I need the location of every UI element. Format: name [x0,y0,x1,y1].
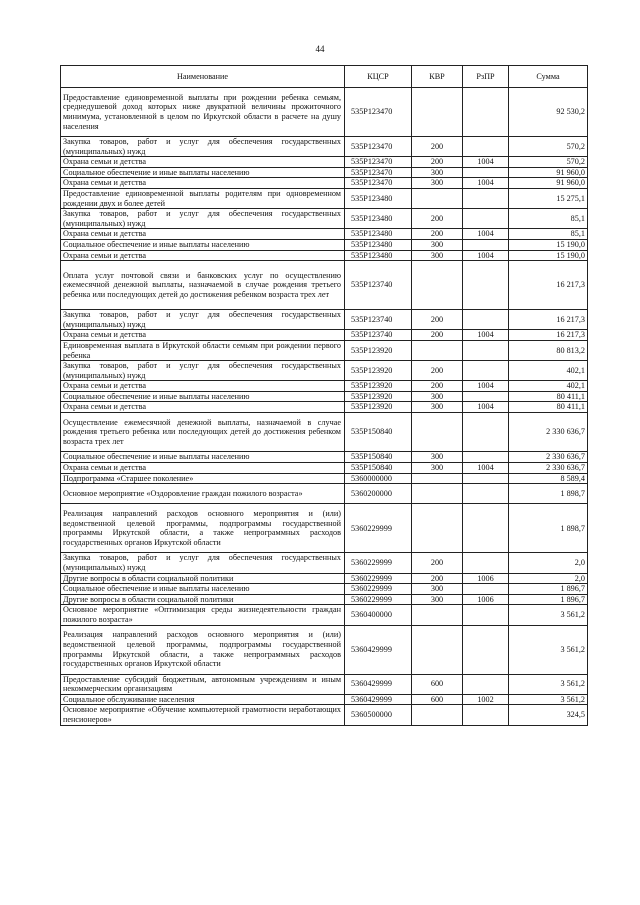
row-name: Основное мероприятие «Оздоровление граждан пожилого возраста» [61,484,345,504]
row-kvr: 300 [412,402,463,413]
row-kvr: 600 [412,694,463,705]
table-row [61,250,588,261]
row-kcsr: 535P123920 [345,391,412,402]
table-row [61,484,588,504]
row-kcsr: 5360229999 [345,584,412,595]
row-rzpr [463,209,509,229]
table-row [61,310,588,330]
row-rzpr: 1002 [463,694,509,705]
row-kcsr: 535P123920 [345,340,412,360]
row-sum: 85,1 [509,209,588,229]
table-row [61,391,588,402]
table-row [61,261,588,310]
row-sum: 80 411,1 [509,391,588,402]
row-rzpr [463,188,509,208]
row-kvr [412,261,463,310]
row-kvr: 300 [412,594,463,605]
row-sum: 570,2 [509,137,588,157]
row-sum: 92 530,2 [509,88,588,137]
row-kcsr: 535P123920 [345,381,412,392]
row-kcsr: 535P123470 [345,137,412,157]
row-rzpr: 1004 [463,381,509,392]
row-kvr [412,484,463,504]
row-kvr: 300 [412,178,463,189]
row-kvr: 200 [412,310,463,330]
row-kcsr: 535P123740 [345,330,412,341]
row-kvr: 200 [412,229,463,240]
row-kcsr: 5360000000 [345,473,412,484]
row-sum: 1 898,7 [509,484,588,504]
row-name: Охрана семьи и детства [61,178,345,189]
row-kvr: 200 [412,381,463,392]
row-name: Закупка товаров, работ и услуг для обеспечения государственных (муниципальных) нужд [61,553,345,573]
table-row [61,463,588,474]
row-kcsr: 535P123740 [345,261,412,310]
row-kcsr: 535P150840 [345,463,412,474]
row-kcsr: 5360229999 [345,573,412,584]
table-row [61,674,588,694]
row-kcsr: 535P123470 [345,157,412,168]
row-name: Предоставление единовременной выплаты при рождении ребенка семьям, среднедушевой доход которых ниже двукратной величины прожиточного минимума, установленной в целом по Иркутской области в расчете на душу населения [61,88,345,137]
row-rzpr [463,167,509,178]
row-rzpr [463,605,509,625]
row-sum: 80 411,1 [509,402,588,413]
row-name: Предоставление субсидий бюджетным, автономным учреждениям и иным некоммерческим организациям [61,674,345,694]
row-rzpr: 1004 [463,178,509,189]
row-kcsr: 535P123920 [345,361,412,381]
row-kcsr: 535P123480 [345,188,412,208]
row-kvr: 300 [412,239,463,250]
row-kvr: 200 [412,361,463,381]
row-rzpr [463,88,509,137]
row-name: Социальное обеспечение и иные выплаты населению [61,167,345,178]
table-row [61,340,588,360]
row-sum: 570,2 [509,157,588,168]
row-rzpr: 1004 [463,229,509,240]
row-name: Основное мероприятие «Оптимизация среды жизнедеятельности граждан пожилого возраста» [61,605,345,625]
row-name: Подпрограмма «Старшее поколение» [61,473,345,484]
row-kvr: 300 [412,463,463,474]
row-kcsr: 535P123920 [345,402,412,413]
table-row [61,573,588,584]
header-kvr: КВР [412,66,463,88]
row-rzpr [463,361,509,381]
row-kvr: 300 [412,250,463,261]
row-kvr [412,504,463,553]
row-rzpr [463,473,509,484]
row-rzpr [463,504,509,553]
table-row [61,167,588,178]
budget-table [60,65,588,726]
row-sum: 3 561,2 [509,625,588,674]
row-name: Социальное обеспечение и иные выплаты населению [61,391,345,402]
row-rzpr [463,625,509,674]
row-rzpr [463,239,509,250]
row-rzpr [463,553,509,573]
row-kcsr: 535P123470 [345,167,412,178]
row-name: Другие вопросы в области социальной политики [61,594,345,605]
row-kvr [412,413,463,452]
row-rzpr: 1004 [463,250,509,261]
row-rzpr [463,340,509,360]
row-rzpr: 1004 [463,157,509,168]
table-row [61,361,588,381]
row-kcsr: 535P123470 [345,178,412,189]
row-rzpr [463,705,509,725]
table-row [61,88,588,137]
row-sum: 324,5 [509,705,588,725]
row-name: Охрана семьи и детства [61,157,345,168]
row-rzpr [463,452,509,463]
row-sum: 402,1 [509,361,588,381]
row-kcsr: 535P123480 [345,229,412,240]
row-rzpr: 1006 [463,573,509,584]
row-sum: 2 330 636,7 [509,463,588,474]
row-rzpr: 1006 [463,594,509,605]
row-kvr: 300 [412,391,463,402]
row-kcsr: 5360229999 [345,504,412,553]
row-kvr: 300 [412,167,463,178]
table-row [61,594,588,605]
table-row [61,473,588,484]
row-rzpr [463,310,509,330]
row-kvr: 200 [412,573,463,584]
row-kcsr: 535P123740 [345,310,412,330]
row-sum: 402,1 [509,381,588,392]
row-name: Охрана семьи и детства [61,250,345,261]
table-row [61,504,588,553]
row-name: Социальное обеспечение и иные выплаты населению [61,584,345,595]
row-kvr [412,625,463,674]
row-kcsr: 5360500000 [345,705,412,725]
row-name: Единовременная выплата в Иркутской области семьям при рождении первого ребенка [61,340,345,360]
row-sum: 15 275,1 [509,188,588,208]
row-name: Предоставление единовременной выплаты родителям при одновременном рождении двух и более детей [61,188,345,208]
row-rzpr: 1004 [463,402,509,413]
row-sum: 3 561,2 [509,674,588,694]
row-kvr: 600 [412,674,463,694]
header-name: Наименование [61,66,345,88]
row-kvr: 300 [412,452,463,463]
row-kcsr: 5360429999 [345,674,412,694]
table-row [61,402,588,413]
row-sum: 85,1 [509,229,588,240]
row-name: Охрана семьи и детства [61,229,345,240]
row-name: Охрана семьи и детства [61,381,345,392]
row-sum: 3 561,2 [509,605,588,625]
row-sum: 1 898,7 [509,504,588,553]
table-row [61,157,588,168]
row-name: Осуществление ежемесячной денежной выплаты, назначаемой в случае рождения третьего ребенка или последующих детей до достижения ребенком возраста трех лет [61,413,345,452]
row-kvr: 200 [412,553,463,573]
table-row [61,413,588,452]
row-name: Охрана семьи и детства [61,330,345,341]
row-rzpr [463,391,509,402]
row-kcsr: 535P123480 [345,239,412,250]
table-row [61,694,588,705]
row-sum: 15 190,0 [509,239,588,250]
table-header-row [61,66,588,88]
row-name: Закупка товаров, работ и услуг для обеспечения государственных (муниципальных) нужд [61,209,345,229]
row-sum: 1 896,7 [509,594,588,605]
table-row [61,239,588,250]
row-name: Реализация направлений расходов основного мероприятия и (или) ведомственной целевой программы, подпрограммы государственной программы Иркутской области, а также непрограммных расходов государственных органов Иркутской области [61,504,345,553]
row-rzpr [463,584,509,595]
row-kvr: 300 [412,584,463,595]
row-kcsr: 535P150840 [345,452,412,463]
page-number: 44 [315,44,325,54]
row-rzpr [463,137,509,157]
row-name: Закупка товаров, работ и услуг для обеспечения государственных (муниципальных) нужд [61,361,345,381]
row-rzpr [463,484,509,504]
table-row [61,209,588,229]
row-name: Закупка товаров, работ и услуг для обеспечения государственных (муниципальных) нужд [61,310,345,330]
row-rzpr [463,674,509,694]
row-name: Социальное обеспечение и иные выплаты населению [61,452,345,463]
row-sum: 3 561,2 [509,694,588,705]
row-kcsr: 535P123480 [345,250,412,261]
row-name: Охрана семьи и детства [61,402,345,413]
row-kcsr: 5360400000 [345,605,412,625]
row-kcsr: 5360229999 [345,553,412,573]
table-row [61,625,588,674]
row-sum: 16 217,3 [509,261,588,310]
row-kcsr: 5360429999 [345,625,412,674]
row-kvr [412,88,463,137]
row-kvr: 200 [412,209,463,229]
row-kcsr: 535P123480 [345,209,412,229]
row-sum: 2,0 [509,573,588,584]
row-sum: 91 960,0 [509,178,588,189]
row-kvr [412,340,463,360]
row-name: Социальное обеспечение и иные выплаты населению [61,239,345,250]
row-name: Другие вопросы в области социальной политики [61,573,345,584]
row-sum: 80 813,2 [509,340,588,360]
row-kcsr: 5360229999 [345,594,412,605]
row-sum: 1 896,7 [509,584,588,595]
header-kcsr: КЦСР [345,66,412,88]
table-row [61,452,588,463]
table-row [61,188,588,208]
table-row [61,584,588,595]
row-sum: 16 217,3 [509,310,588,330]
row-kcsr: 535P150840 [345,413,412,452]
row-kvr: 200 [412,137,463,157]
row-rzpr: 1004 [463,463,509,474]
table-row [61,553,588,573]
row-name: Оплата услуг почтовой связи и банковских услуг по осуществлению ежемесячной денежной выплаты, назначаемой в случае рождения третьего ребенка или последующих детей до достижения ребенком возраста трех лет [61,261,345,310]
row-rzpr [463,413,509,452]
row-sum: 2 330 636,7 [509,413,588,452]
row-kvr [412,473,463,484]
row-kvr [412,705,463,725]
row-name: Закупка товаров, работ и услуг для обеспечения государственных (муниципальных) нужд [61,137,345,157]
table-row [61,178,588,189]
table-row [61,605,588,625]
row-kvr: 200 [412,157,463,168]
row-sum: 15 190,0 [509,250,588,261]
table-row [61,705,588,725]
row-name: Основное мероприятие «Обучение компьютерной грамотности неработающих пенсионеров» [61,705,345,725]
header-sum: Сумма [509,66,588,88]
table-row [61,229,588,240]
row-kcsr: 5360200000 [345,484,412,504]
row-sum: 2 330 636,7 [509,452,588,463]
row-rzpr [463,261,509,310]
row-sum: 2,0 [509,553,588,573]
table-row [61,137,588,157]
table-row [61,330,588,341]
row-kvr: 200 [412,330,463,341]
row-kvr [412,605,463,625]
row-kvr [412,188,463,208]
row-sum: 8 589,4 [509,473,588,484]
header-rzpr: РзПР [463,66,509,88]
row-kcsr: 535P123470 [345,88,412,137]
row-sum: 16 217,3 [509,330,588,341]
row-rzpr: 1004 [463,330,509,341]
table-row [61,381,588,392]
row-name: Охрана семьи и детства [61,463,345,474]
row-kcsr: 5360429999 [345,694,412,705]
row-sum: 91 960,0 [509,167,588,178]
row-name: Реализация направлений расходов основного мероприятия и (или) ведомственной целевой программы, подпрограммы государственной программы Иркутской области, а также непрограммных расходов государственных органов Иркутской области [61,625,345,674]
row-name: Социальное обслуживание населения [61,694,345,705]
